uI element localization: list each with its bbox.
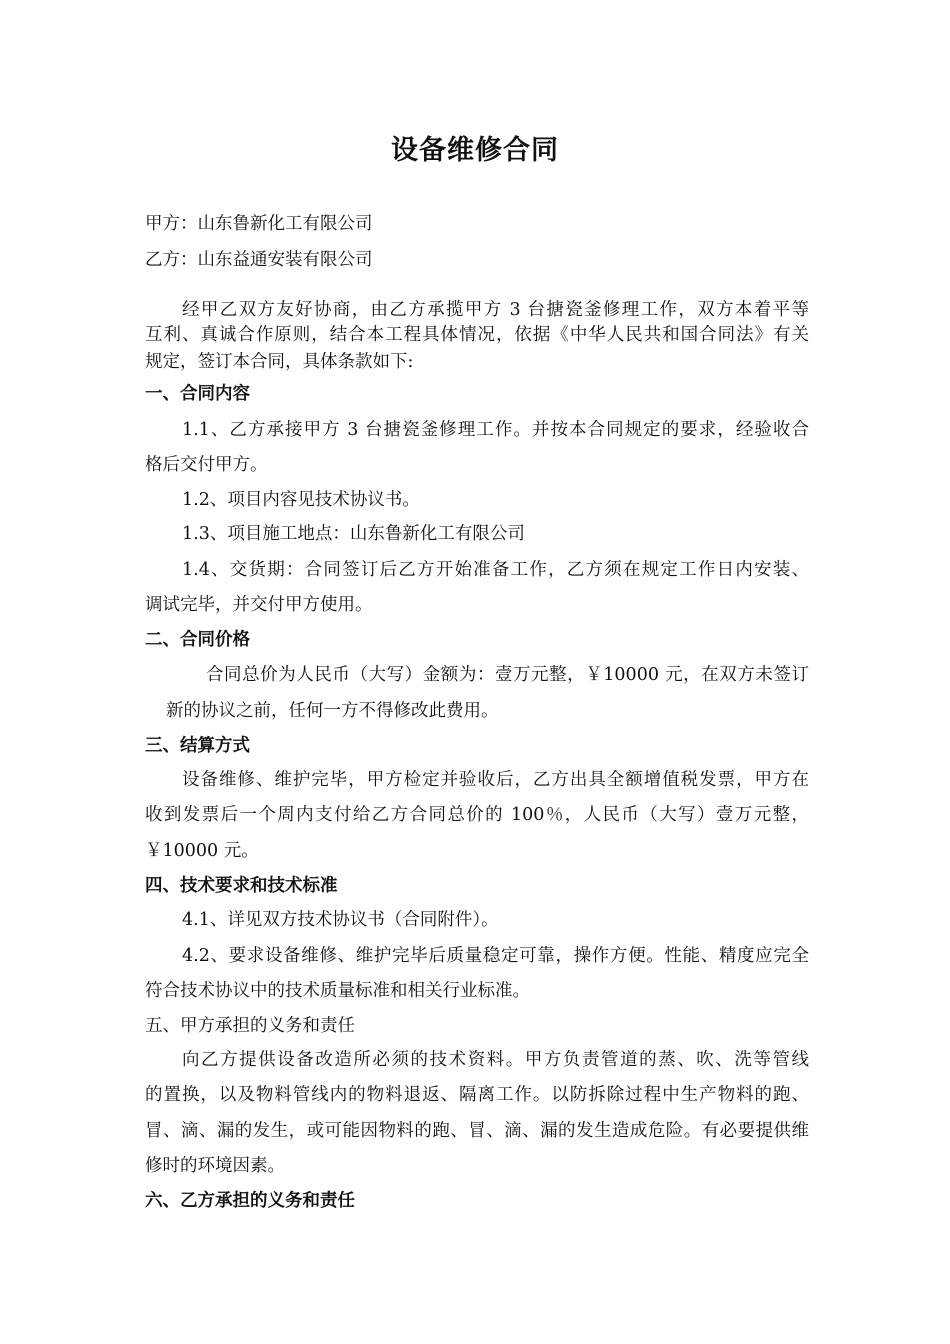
party-a-duty-line-1: 向乙方提供设备改造所必须的技术资料。甲方负责管道的蒸、吹、洗等管线 bbox=[182, 1050, 809, 1070]
clause-1-4-line-1: 1.4、交货期：合同签订后乙方开始准备工作，乙方须在规定工作日内安装、 bbox=[182, 560, 809, 580]
clause-4-2-line-1: 4.2、要求设备维修、维护完毕后质量稳定可靠，操作方便。性能、精度应完全 bbox=[182, 946, 809, 966]
settlement-line-2: 收到发票后一个周内支付给乙方合同总价的 100％，人民币（大写）壹万元整， bbox=[145, 805, 809, 825]
price-line-1: 合同总价为人民币（大写）金额为：壹万元整，￥10000 元，在双方未签订 bbox=[206, 665, 809, 685]
section-3-heading: 三、结算方式 bbox=[145, 736, 250, 756]
section-2-heading: 二、合同价格 bbox=[145, 630, 250, 650]
party-b: 乙方：山东益通安装有限公司 bbox=[145, 250, 373, 270]
clause-1-3: 1.3、项目施工地点：山东鲁新化工有限公司 bbox=[182, 524, 525, 544]
section-1-heading: 一、合同内容 bbox=[145, 384, 250, 404]
clause-1-1-line-2: 格后交付甲方。 bbox=[145, 455, 268, 475]
section-4-heading: 四、技术要求和技术标准 bbox=[145, 876, 338, 896]
price-line-2: 新的协议之前，任何一方不得修改此费用。 bbox=[166, 701, 499, 721]
party-a-duty-line-3: 冒、滴、漏的发生，或可能因物料的跑、冒、滴、漏的发生造成危险。有必要提供维 bbox=[145, 1121, 809, 1141]
clause-1-2: 1.2、项目内容见技术协议书。 bbox=[182, 490, 420, 510]
party-a-duty-line-4: 修时的环境因素。 bbox=[145, 1156, 285, 1176]
settlement-line-3: ￥10000 元。 bbox=[145, 841, 259, 861]
clause-4-2-line-2: 符合技术协议中的技术质量标准和相关行业标准。 bbox=[145, 981, 530, 1001]
settlement-line-1: 设备维修、维护完毕，甲方检定并验收后，乙方出具全额增值税发票，甲方在 bbox=[182, 770, 809, 790]
section-5-heading: 五、甲方承担的义务和责任 bbox=[145, 1016, 355, 1036]
intro-line-3: 规定，签订本合同，具体条款如下: bbox=[145, 352, 414, 372]
party-a: 甲方：山东鲁新化工有限公司 bbox=[145, 214, 373, 234]
clause-4-1: 4.1、详见双方技术协议书（合同附件）。 bbox=[182, 910, 499, 930]
clause-1-1-line-1: 1.1、乙方承接甲方 3 台搪瓷釜修理工作。并按本合同规定的要求，经验收合 bbox=[182, 420, 809, 440]
document-title: 设备维修合同 bbox=[391, 135, 559, 166]
clause-1-4-line-2: 调试完毕，并交付甲方使用。 bbox=[145, 595, 373, 615]
party-a-duty-line-2: 的置换，以及物料管线内的物料退返、隔离工作。以防拆除过程中生产物料的跑、 bbox=[145, 1085, 809, 1105]
section-6-heading: 六、乙方承担的义务和责任 bbox=[145, 1191, 355, 1211]
intro-line-2: 互利、真诚合作原则，结合本工程具体情况，依据《中华人民共和国合同法》有关 bbox=[145, 325, 809, 345]
intro-line-1: 经甲乙双方友好协商，由乙方承揽甲方 3 台搪瓷釜修理工作，双方本着平等 bbox=[182, 300, 809, 320]
